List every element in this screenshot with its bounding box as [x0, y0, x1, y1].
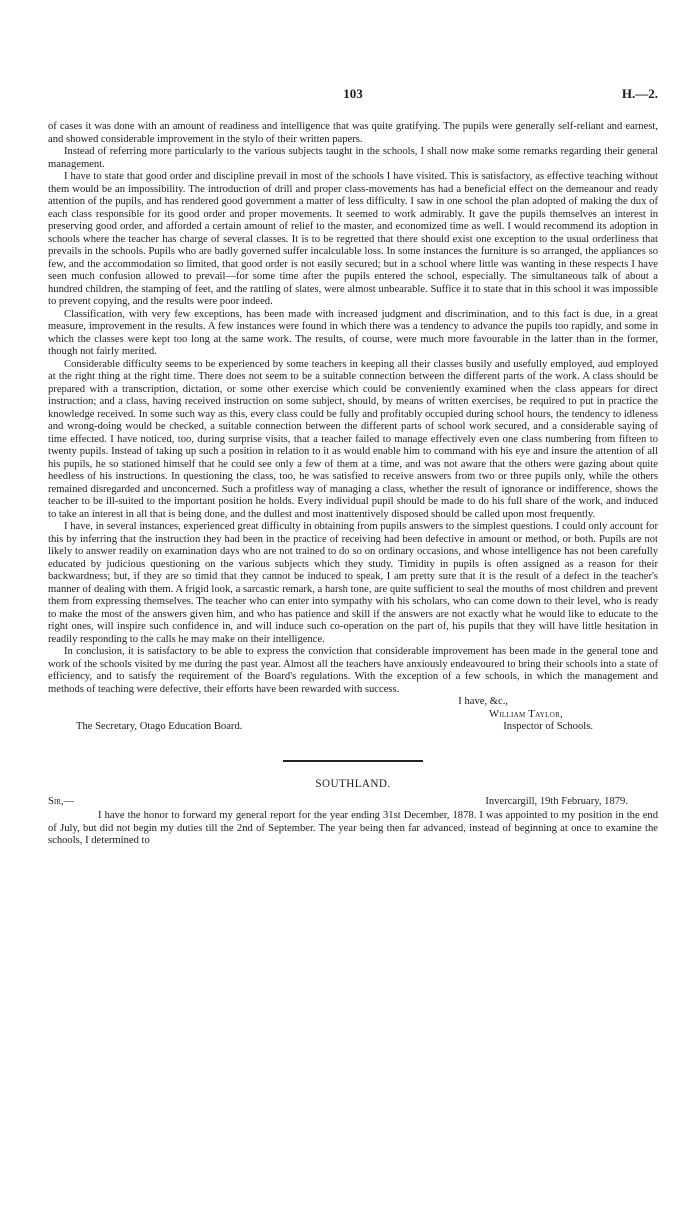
- paragraph: Considerable difficulty seems to be experienced by some teachers in keeping all their classes busily and usefully employed, aud employed at the right thing at the right time. There does not seem to be a suitable connection between the different parts of the work. A class should be prepared with a transcription, dictation, or some other exercise which could be conveniently examined when the class appears for direct instruction; and a class, having received instruction on some subject, should, by means of written exercises, be required to put in practice the knowledge received. In some such way as this, every class could be fully and profitably occupied during school hours, the tendency to idleness and wrong-doing would be checked, a suitable connection between the different parts of school work secured, and a considerable saying of time effected. I have noticed, too, during surprise visits, that a teacher failed to manage effectively even one class numbering from fifteen to twenty pupils. Instead of taking up such a position in relation to it as would enable him to command with his eye and insure the attention of all his pupils, he so stationed himself that he could see only a few of them at a time, and was not aware that the others were gazing about quite heedless of his instructions. In questioning the class, too, he was satisfied to receive answers from two or three pupils only, while the others remained disregarded and unconcerned. Such a profitless way of managing a class, whether the result of ignorance or indifference, shows the teacher to be ill-suited to the important position he holds. Every individual pupil should be made to do his full share of the work, and induced to take an interest in all that is being done, and the dullest and most inattentively disposed should be called upon most frequently.: [48, 358, 658, 520]
- signature-title-row: [48, 721, 658, 734]
- addressee: The Secretary, Otago Education Board.: [76, 721, 243, 732]
- section-title: SOUTHLAND.: [315, 777, 391, 790]
- paragraph: Instead of referring more particularly to the various subjects taught in the schools, I shall now make some remarks regarding their general management.: [48, 146, 658, 170]
- dateline: Invercargill, 19th February, 1879.: [485, 796, 628, 807]
- document-reference: H.—2.: [621, 86, 658, 101]
- signatory-name: William Taylor,: [488, 708, 563, 720]
- closing-phrase: I have, &c.,: [458, 696, 508, 707]
- paragraph: I have to state that good order and discipline prevail in most of the schools I have visited. This is satisfactory, as effective teaching without them would be an impossibility. The introduction of drill and proper class-movements has had a beneficial effect on the demeanour and ready attention of the pupils, and has rendered good government a matter of less difficulty. I saw in one school the plan adopted of making the dux of each class responsible for its good order and proper movements. It seemed to work admirably. It gave the pupils themselves an interest in preserving good order, and afforded a certain amount of relief to the master, and economized time as well. I would recommend its adoption in schools where the teacher has charge of several classes. It is to be regretted that there should exist one exception to the usual orderliness that prevails in the schools. Pupils who are badly governed suffer incalculable loss. In some instances the furniture is so arranged, the appliances so few, and the accommodation so limited, that good order is not easily secured; but in a school where little was wanting in these respects I have seen much confusion allowed to prevail—for some time after the pupils entered the school, especially. The simultaneous talk of about a hundred children, the stamping of feet, and the rattling of slates, were almost unbearable. Suffice it to state that in this school it was impossible to prevent copying, and the results were poor indeed.: [48, 171, 658, 307]
- signatory-title: Inspector of Schools.: [503, 721, 593, 732]
- letter-head: [48, 796, 658, 810]
- page-number: 103: [343, 86, 363, 101]
- salutation: Sir,—: [48, 796, 75, 807]
- paragraph: I have, in several instances, experienced great difficulty in obtaining from pupils answers to the simplest questions. I could only account for this by inferring that the instruction they had been in the practice of receiving had been defective in amount or method, or both. Pupils are not likely to answer readily on examination days who are not trained to do so on ordinary occasions, and whose intelligence has not been carefully educated by judicious questioning on the various subjects which they study. Timidity in pupils is often assigned as a reason for their backwardness; but, if they are so timid that they cannot be induced to speak, I am pretty sure that it is the result of a defect in the teacher's manner of dealing with them. A frigid look, a sarcastic remark, a harsh tone, are quite sufficient to seal the mouths of most children and prevent them from expressing themselves. The teacher who can enter into sympathy with his scholars, who can come down to their level, who is ready to make the most of the answers given him, and who has patience and skill if the answers are not exactly what he would like to educate to the right ones, will inspire such confidence in, and will induce such co-operation on the part of, his pupils that they will have little hesitation in readily responding to the calls he may make on their intelligence.: [48, 521, 658, 645]
- signature-name-row: [48, 709, 658, 722]
- report-body: [48, 121, 658, 848]
- paragraph: In conclusion, it is satisfactory to be able to express the conviction that considerable improvement has been made in the general tone and work of the schools visited by me during the past year. Almost all the teachers have anxiously endeavoured to bring their schools into a state of efficiency, and to satisfy the requirement of the Board's regulations. With the exception of a few schools, in which the management and methods of teaching were defective, their efforts have been rewarded with success.: [48, 646, 658, 695]
- paragraph: Classification, with very few exceptions, has been made with increased judgment and discrimination, and to this fact is due, in a great measure, improvement in the results. A few instances were found in which there was a tendency to advance the pupils too rapidly, and some in which the classes were kept too long at the same work. The results, of course, were much more favourable in the latter than in the former, though not fairly merited.: [48, 308, 658, 357]
- paragraph: of cases it was done with an amount of readiness and intelligence that was quite gratifying. The pupils were generally self-reliant and earnest, and showed considerable improvement in the stylo of their written papers.: [48, 121, 658, 145]
- section-divider: [283, 760, 423, 762]
- letter-paragraph: I have the honor to forward my general report for the year ending 31st December, 1878. I was appointed to my position in the end of July, but did not begin my duties till the 2nd of September. The year being then far advanced, instead of beginning at once to examine the schools, I determined to: [48, 810, 658, 846]
- page-header: [48, 0, 658, 101]
